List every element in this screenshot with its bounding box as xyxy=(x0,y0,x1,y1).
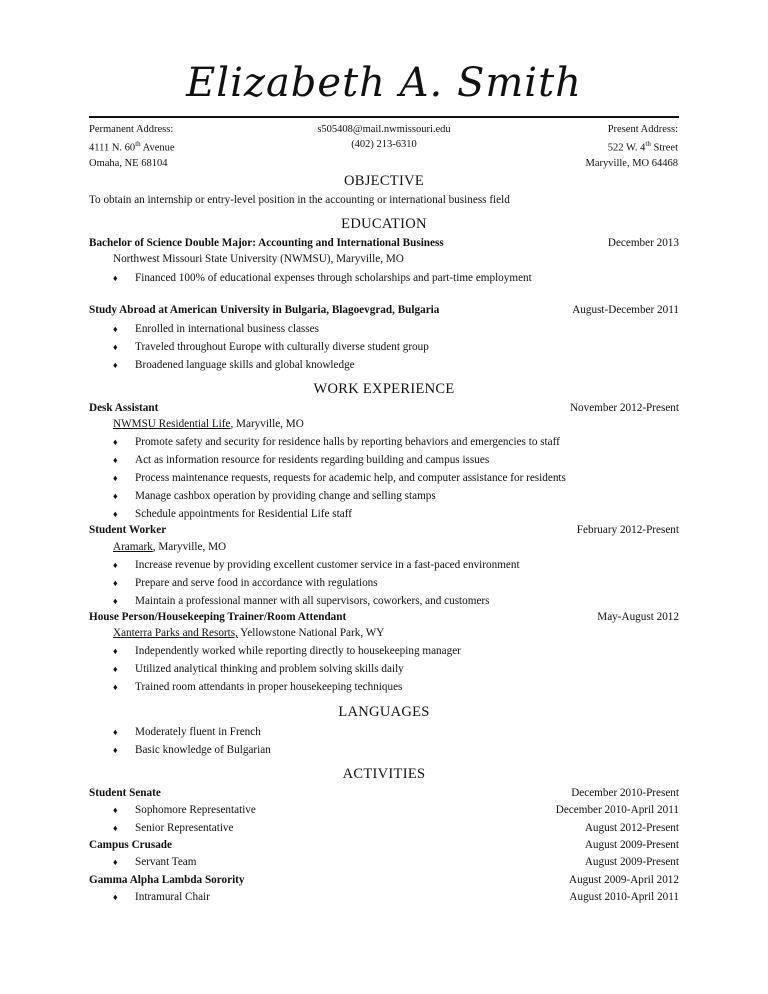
list-item: ♦ Traveled throughout Europe with culturally diverse student group xyxy=(113,341,429,353)
present-address-label: Present Address: xyxy=(607,124,678,135)
diamond-bullet-icon: ♦ xyxy=(113,509,118,519)
job-title: Student Worker xyxy=(89,524,167,536)
list-item: ♦ Independently worked while reporting directly to housekeeping manager xyxy=(113,645,461,657)
list-item: ♦ Moderately fluent in French xyxy=(113,726,261,738)
activity-row: ♦ Senior Representative August 2012-Present xyxy=(113,822,679,834)
list-item: ♦ Process maintenance requests, requests for academic help, and computer assistance for residents xyxy=(113,472,566,484)
job-date: February 2012-Present xyxy=(576,524,679,536)
study-abroad-title: Study Abroad at American University in Bulgaria, Blagoevgrad, Bulgaria xyxy=(89,304,440,316)
job-row xyxy=(89,609,679,625)
present-street: 522 W. 4th Street xyxy=(607,140,678,154)
list-item: ♦ Basic knowledge of Bulgarian xyxy=(113,744,271,756)
job-date: November 2012-Present xyxy=(569,402,679,414)
permanent-street: 4111 N. 60th Avenue xyxy=(89,140,175,154)
job-employer: Aramark, Maryville, MO xyxy=(113,541,227,553)
diamond-bullet-icon: ♦ xyxy=(113,646,118,656)
activity-row: Gamma Alpha Lambda Sorority August 2009-April 2012 xyxy=(89,874,679,886)
list-item: ♦ Increase revenue by providing excellent customer service in a fast-paced environment xyxy=(113,559,520,571)
job-title: Desk Assistant xyxy=(89,402,159,414)
job-row xyxy=(89,522,679,538)
degree-date: December 2013 xyxy=(607,237,679,249)
list-item: ♦ Promote safety and security for residence halls by reporting behaviors and emergencies to staff xyxy=(113,436,560,448)
degree-title: Bachelor of Science Double Major: Accounting and International Business xyxy=(89,237,444,249)
diamond-bullet-icon: ♦ xyxy=(113,682,118,692)
present-city: Maryville, MO 64468 xyxy=(585,157,678,169)
job-title: House Person/Housekeeping Trainer/Room Attendant xyxy=(89,611,347,623)
job-employer: Xanterra Parks and Resorts, Yellowstone National Park, WY xyxy=(113,627,385,639)
diamond-bullet-icon: ♦ xyxy=(113,324,118,334)
diamond-bullet-icon: ♦ xyxy=(113,360,118,370)
list-item: ♦ Act as information resource for residents regarding building and campus issues xyxy=(113,454,490,466)
diamond-bullet-icon: ♦ xyxy=(113,857,118,867)
diamond-bullet-icon: ♦ xyxy=(113,491,118,501)
permanent-city: Omaha, NE 68104 xyxy=(89,157,168,169)
job-date: May-August 2012 xyxy=(597,611,679,623)
list-item: ♦ Trained room attendants in proper housekeeping techniques xyxy=(113,681,403,693)
diamond-bullet-icon: ♦ xyxy=(113,473,118,483)
activity-row: Student Senate December 2010-Present xyxy=(89,787,679,799)
resume-name: Elizabeth A. Smith xyxy=(186,60,582,106)
diamond-bullet-icon: ♦ xyxy=(113,455,118,465)
study-abroad-row xyxy=(89,302,679,318)
list-item: ♦ Manage cashbox operation by providing change and selling stamps xyxy=(113,490,436,502)
phone: (402) 213-6310 xyxy=(351,139,417,150)
list-item: ♦ Broadened language skills and global knowledge xyxy=(113,359,355,371)
activity-row: ♦ Intramural Chair August 2010-April 2011 xyxy=(113,891,679,903)
list-item: ♦ Maintain a professional manner with all supervisors, coworkers, and customers xyxy=(113,595,490,607)
objective-text: To obtain an internship or entry-level position in the accounting or international business field xyxy=(89,194,510,206)
activity-row: Campus Crusade August 2009-Present xyxy=(89,839,679,851)
diamond-bullet-icon: ♦ xyxy=(113,892,118,902)
diamond-bullet-icon: ♦ xyxy=(113,727,118,737)
languages-heading: LANGUAGES xyxy=(338,704,430,720)
diamond-bullet-icon: ♦ xyxy=(113,596,118,606)
list-item: ♦ Utilized analytical thinking and problem solving skills daily xyxy=(113,663,404,675)
diamond-bullet-icon: ♦ xyxy=(113,578,118,588)
school-name: Northwest Missouri State University (NWMSU), Maryville, MO xyxy=(113,253,404,265)
list-item: ♦ Schedule appointments for Residential Life staff xyxy=(113,508,352,520)
list-item: ♦ Prepare and serve food in accordance with regulations xyxy=(113,577,378,589)
activities-heading: ACTIVITIES xyxy=(342,766,426,782)
header-divider xyxy=(89,116,679,118)
diamond-bullet-icon: ♦ xyxy=(113,273,118,283)
diamond-bullet-icon: ♦ xyxy=(113,342,118,352)
activity-row: ♦ Sophomore Representative December 2010-April 2011 xyxy=(113,804,679,816)
diamond-bullet-icon: ♦ xyxy=(113,560,118,570)
diamond-bullet-icon: ♦ xyxy=(113,823,118,833)
diamond-bullet-icon: ♦ xyxy=(113,664,118,674)
work-heading: WORK EXPERIENCE xyxy=(313,381,455,397)
diamond-bullet-icon: ♦ xyxy=(113,437,118,447)
diamond-bullet-icon: ♦ xyxy=(113,805,118,815)
objective-heading: OBJECTIVE xyxy=(343,173,425,189)
list-item: ♦ Enrolled in international business classes xyxy=(113,323,319,335)
job-employer: NWMSU Residential Life, Maryville, MO xyxy=(113,418,304,430)
list-item: ♦ Financed 100% of educational expenses through scholarships and part-time employment xyxy=(113,272,532,284)
permanent-address-label: Permanent Address: xyxy=(89,124,174,135)
degree-row xyxy=(89,235,679,251)
email: s505408@mail.nwmissouri.edu xyxy=(317,124,451,135)
job-row xyxy=(89,400,679,416)
study-abroad-date: August-December 2011 xyxy=(572,304,679,316)
activity-row: ♦ Servant Team August 2009-Present xyxy=(113,856,679,868)
present-address xyxy=(586,122,678,171)
diamond-bullet-icon: ♦ xyxy=(113,745,118,755)
education-heading: EDUCATION xyxy=(341,216,427,232)
